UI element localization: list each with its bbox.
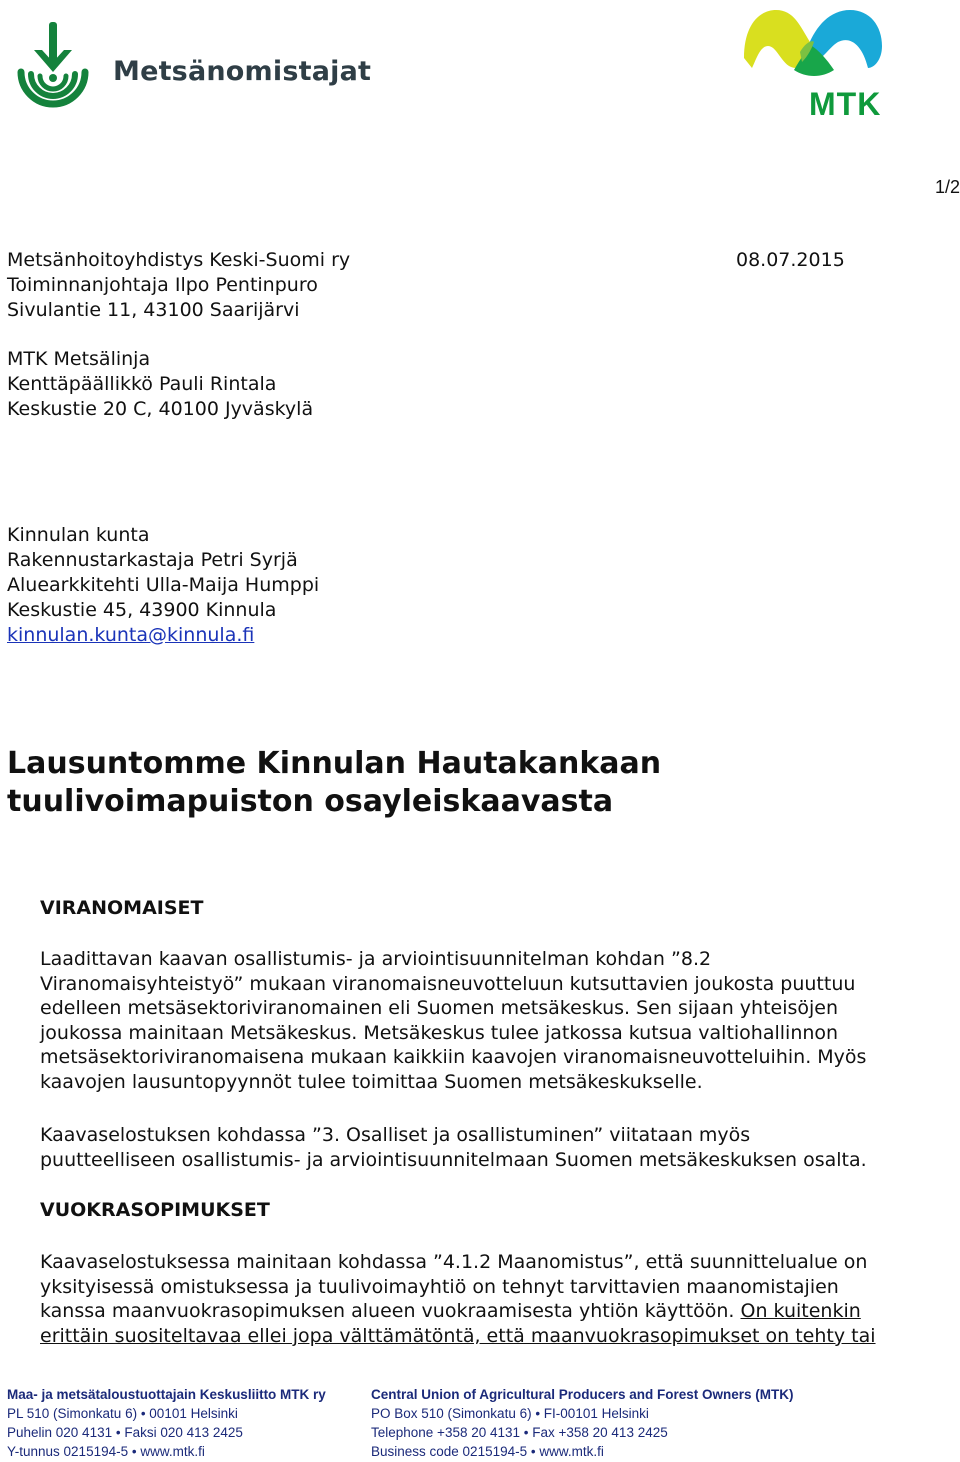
paragraph-line: yksityisessä omistuksessa ja tuulivoimayhtiö on tehnyt tarvittavien maanomistajien	[40, 1275, 839, 1298]
underlined-text: On kuitenkin	[740, 1300, 861, 1323]
section-viranomaiset-para2	[40, 1123, 940, 1172]
footer-business-id: Business code 0215194-5 • www.mtk.fi	[371, 1444, 604, 1459]
sender-line: Sivulantie 11, 43100 Saarijärvi	[7, 299, 300, 321]
sender-line: Keskustie 20 C, 40100 Jyväskylä	[7, 398, 314, 420]
underlined-line: erittäin suositeltavaa ellei jopa välttämätöntä, että maanvuokrasopimukset on tehty tai	[40, 1324, 876, 1347]
recipient-line: Kinnulan kunta	[7, 524, 150, 546]
document-title-line2: tuulivoimapuiston osayleiskaavasta	[7, 784, 614, 819]
sender-line: Metsänhoitoyhdistys Keski-Suomi ry	[7, 249, 351, 271]
sender-line: Toiminnanjohtaja Ilpo Pentinpuro	[7, 274, 318, 296]
recipient-line: Aluearkkitehti Ulla-Maija Humppi	[7, 574, 320, 596]
document-title-line1: Lausuntomme Kinnulan Hautakankaan	[7, 746, 662, 781]
section-vuokrasopimukset-para	[40, 1250, 940, 1348]
footer-address: PO Box 510 (Simonkatu 6) • FI-00101 Helsinki	[371, 1406, 649, 1421]
section-heading: VIRANOMAISET	[40, 897, 204, 919]
sender-mtk-block	[7, 347, 313, 422]
letter-date: 08.07.2015	[736, 249, 845, 271]
footer-phone: Telephone +358 20 4131 • Fax +358 20 413 2425	[371, 1425, 668, 1440]
paragraph-line: edelleen metsäsektoriviranomainen eli Suomen metsäkeskus. Sen sijaan yhteisöjen	[40, 997, 839, 1020]
sender-mhy-block	[7, 248, 350, 323]
paragraph-line: puutteelliseen osallistumis- ja arviointisuunnitelmaan Suomen metsäkeskuksen osalta.	[40, 1148, 867, 1171]
paragraph-text: kanssa maanvuokrasopimuksen alueen vuokraamisesta yhtiön käyttöön.	[40, 1300, 741, 1323]
footer-org-name: Central Union of Agricultural Producers and Forest Owners (MTK)	[371, 1387, 794, 1402]
recipient-line: Keskustie 45, 43900 Kinnula	[7, 599, 277, 621]
paragraph-line: Viranomaisyhteistyö” mukaan viranomaisneuvotteluun kutsuttavien joukosta puuttuu	[40, 972, 856, 995]
recipient-line: Rakennustarkastaja Petri Syrjä	[7, 549, 298, 571]
paragraph-line: Kaavaselostuksessa mainitaan kohdassa ”4.1.2 Maanomistus”, että suunnittelualue on	[40, 1251, 868, 1273]
footer-right	[371, 1385, 794, 1461]
footer-phone: Puhelin 020 4131 • Faksi 020 413 2425	[7, 1425, 243, 1440]
mtk-logo-text: MTK	[809, 86, 882, 122]
page-number: 1/2	[934, 177, 960, 197]
paragraph-line: Laadittavan kaavan osallistumis- ja arviointisuunnitelman kohdan ”8.2	[40, 948, 712, 970]
mtk-logo-icon	[738, 6, 886, 86]
paragraph-line	[40, 1299, 940, 1324]
recipient-block	[7, 523, 319, 648]
footer-business-id: Y-tunnus 0215194-5 • www.mtk.fi	[7, 1444, 205, 1459]
recipient-email-wrap	[7, 623, 319, 648]
document-title	[7, 745, 661, 821]
footer-org-name: Maa- ja metsätaloustuottajain Keskusliitto MTK ry	[7, 1387, 326, 1402]
section-vuokrasopimukset	[40, 1198, 940, 1223]
footer-address: PL 510 (Simonkatu 6) • 00101 Helsinki	[7, 1406, 238, 1421]
section-viranomaiset	[40, 896, 940, 921]
paragraph-line: metsäsektoriviranomaisena mukaan kaikkiin kaavojen viranomaisneuvotteluihin. Myös	[40, 1046, 867, 1069]
paragraph-line: joukossa mainitaan Metsäkeskus. Metsäkeskus tulee jatkossa kutsua valtiohallinnon	[40, 1021, 839, 1044]
sender-line: Kenttäpäällikkö Pauli Rintala	[7, 373, 277, 395]
recipient-email-link[interactable]: kinnulan.kunta@kinnula.fi	[7, 624, 255, 646]
section-viranomaiset-para1	[40, 947, 940, 1095]
footer-left	[7, 1385, 326, 1461]
paragraph-line: kaavojen lausuntopyynnöt tulee toimittaa Suomen metsäkeskukselle.	[40, 1070, 703, 1093]
sender-line: MTK Metsälinja	[7, 348, 151, 370]
paragraph-line: Kaavaselostuksen kohdassa ”3. Osalliset ja osallistuminen” viitataan myös	[40, 1124, 751, 1146]
metsanomistajat-logo-text: Metsänomistajat	[113, 56, 372, 87]
section-heading: VUOKRASOPIMUKSET	[40, 1199, 270, 1221]
metsanomistajat-logo-icon	[12, 20, 94, 116]
